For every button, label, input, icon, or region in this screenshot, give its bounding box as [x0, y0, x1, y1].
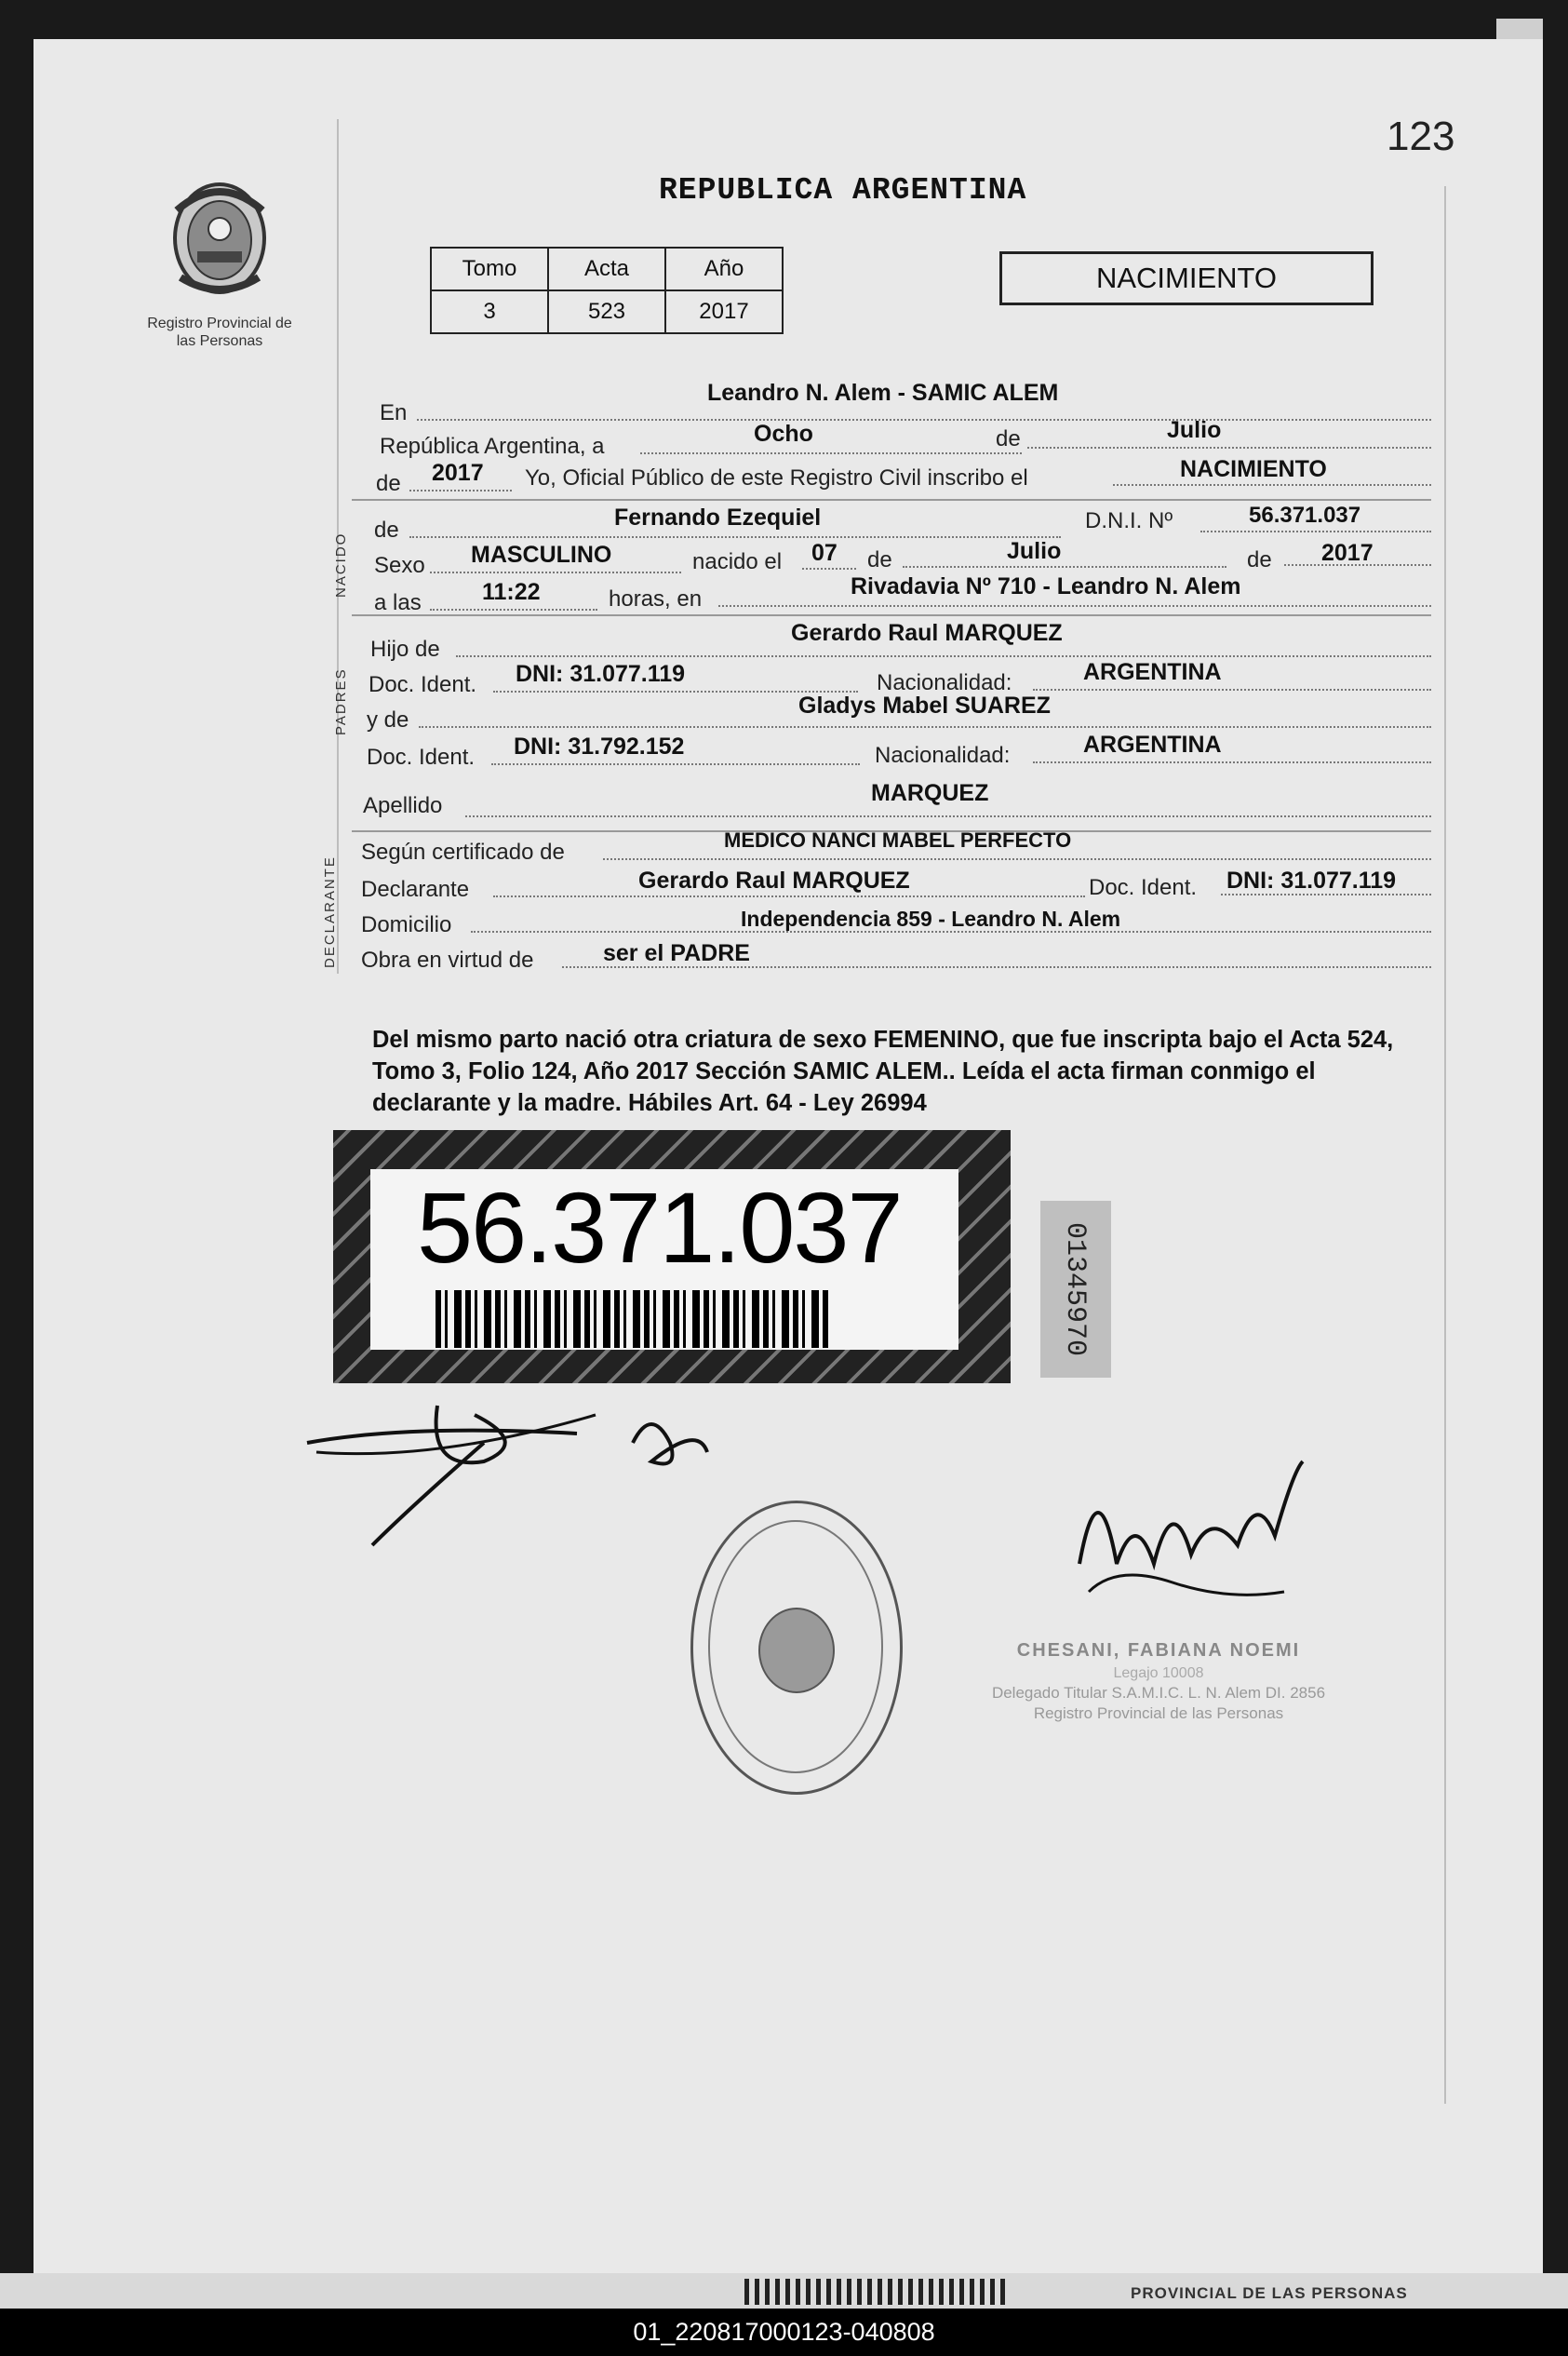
obra-label: Obra en virtud de — [361, 948, 534, 973]
underlying-barcode — [744, 2279, 1005, 2305]
medical-certificate: MEDICO NANCI MABEL PERFECTO — [724, 828, 1072, 852]
birth-month: Julio — [1007, 538, 1062, 564]
registration-place: Leandro N. Alem - SAMIC ALEM — [707, 380, 1059, 406]
dotted-line — [493, 895, 1085, 897]
birth-day: 07 — [811, 540, 838, 566]
dotted-line — [456, 655, 1431, 657]
domicilio-label: Domicilio — [361, 912, 452, 937]
child-name: Fernando Ezequiel — [614, 505, 822, 531]
registration-year: 2017 — [432, 460, 484, 486]
dni-label: D.N.I. Nº — [1085, 508, 1173, 533]
dotted-line — [802, 568, 856, 570]
en-label: En — [380, 400, 408, 425]
declarant-address: Independencia 859 - Leandro N. Alem — [741, 907, 1121, 931]
official-name: CHESANI, FABIANA NOEMI — [1016, 1640, 1301, 1661]
mother-doc: DNI: 31.792.152 — [514, 734, 685, 760]
apellido-label: Apellido — [363, 793, 443, 818]
sticker-panel — [370, 1169, 958, 1350]
acta-header: Acta — [548, 248, 665, 290]
dotted-line — [465, 815, 1431, 817]
serial-number-label — [1040, 1201, 1111, 1378]
sticker-dni-number: 56.371.037 — [417, 1171, 902, 1284]
stamp-seal-icon — [758, 1608, 835, 1693]
dotted-line — [640, 452, 1022, 454]
record-type-box: NACIMIENTO — [999, 251, 1374, 305]
dni-sticker — [333, 1130, 1011, 1383]
official-registry: Registro Provincial de las Personas — [1033, 1704, 1284, 1722]
padres-section-label: PADRES — [333, 667, 349, 735]
birth-place: Rivadavia Nº 710 - Leandro N. Alem — [851, 573, 1241, 599]
dotted-line — [1200, 531, 1431, 532]
republic-label: República Argentina, a — [380, 434, 605, 459]
father-doc: DNI: 31.077.119 — [516, 661, 686, 687]
declarant-doc: DNI: 31.077.119 — [1226, 868, 1397, 894]
nacido-divider — [352, 499, 1431, 501]
dotted-line — [903, 566, 1226, 568]
document-title: REPUBLICA ARGENTINA — [659, 173, 1027, 208]
dotted-line — [718, 605, 1431, 607]
delegation-stamp — [690, 1501, 903, 1795]
registered-event: NACIMIENTO — [1180, 456, 1327, 482]
father-nationality: ARGENTINA — [1083, 659, 1222, 685]
dotted-line — [430, 572, 681, 573]
dotted-line — [409, 536, 1061, 538]
declarante-label: Declarante — [361, 877, 470, 902]
dotted-line — [491, 763, 860, 765]
child-dni: 56.371.037 — [1249, 503, 1361, 528]
official-statement: Yo, Oficial Público de este Registro Civil inscribo el — [525, 465, 1028, 491]
dotted-line — [1033, 689, 1431, 691]
underlying-page-text: PROVINCIAL DE LAS PERSONAS — [1131, 2284, 1408, 2302]
anio-header: Año — [665, 248, 783, 290]
hijo-de-label: Hijo de — [370, 637, 440, 662]
acta-value: 523 — [548, 290, 665, 333]
declarante-section-label: DECLARANTE — [322, 855, 338, 968]
official-title: Delegado Titular S.A.M.I.C. L. N. Alem DI. 2856 — [991, 1684, 1326, 1702]
birth-de-year-label: de — [1247, 547, 1272, 572]
dotted-line — [603, 858, 1431, 860]
horas-en-label: horas, en — [609, 586, 703, 612]
a-las-label: a las — [374, 590, 422, 615]
dotted-line — [409, 490, 512, 491]
page-number: 123 — [1387, 114, 1455, 159]
dotted-line — [1033, 761, 1431, 763]
tomo-value: 3 — [431, 290, 548, 333]
underlying-page-strip — [0, 2273, 1568, 2309]
y-de-label: y de — [367, 707, 409, 733]
de-label: de — [996, 426, 1021, 451]
child-sex: MASCULINO — [471, 542, 612, 568]
registration-month: Julio — [1167, 417, 1222, 443]
declarant-doc-label: Doc. Ident. — [1089, 875, 1198, 900]
sticker-serial-number: 01345970 — [1059, 1221, 1091, 1357]
dotted-line — [419, 726, 1431, 728]
declarant-signature — [298, 1387, 782, 1555]
province-emblem-icon — [164, 173, 275, 302]
father-doc-label: Doc. Ident. — [369, 672, 477, 697]
certificado-label: Según certificado de — [361, 840, 565, 865]
father-name: Gerardo Raul MARQUEZ — [791, 620, 1063, 646]
official-legajo: Legajo 10008 — [1113, 1665, 1204, 1681]
declarant-name: Gerardo Raul MARQUEZ — [638, 868, 910, 894]
sexo-label: Sexo — [374, 553, 425, 578]
mother-name: Gladys Mabel SUAREZ — [798, 693, 1051, 719]
dotted-line — [430, 609, 597, 611]
birth-de-label: de — [867, 547, 892, 572]
birth-year: 2017 — [1321, 540, 1374, 566]
declarant-capacity: ser el PADRE — [603, 940, 750, 966]
de-year-label: de — [376, 471, 401, 496]
father-nationality-label: Nacionalidad: — [877, 670, 1012, 695]
child-de-label: de — [374, 518, 399, 543]
right-margin-line — [1444, 186, 1446, 2104]
padres-divider — [352, 614, 1431, 616]
official-block — [940, 1640, 1377, 1723]
dotted-line — [1027, 447, 1431, 449]
nacido-el-label: nacido el — [692, 549, 783, 574]
birth-time: 11:22 — [482, 579, 541, 605]
mother-nationality: ARGENTINA — [1083, 732, 1222, 758]
mother-nationality-label: Nacionalidad: — [875, 743, 1011, 768]
mother-doc-label: Doc. Ident. — [367, 745, 476, 770]
nacido-section-label: NACIDO — [333, 532, 349, 598]
anio-value: 2017 — [665, 290, 783, 333]
dotted-line — [1113, 484, 1431, 486]
official-signature — [1061, 1452, 1340, 1648]
day-in-words: Ocho — [754, 421, 813, 447]
remarks-paragraph: Del mismo parto nació otra criatura de sexo FEMENINO, que fue inscripta bajo el Acta 524, Tomo 3, Folio 124, Año 2017 Sección SAMIC ALEM.. Leída el acta firman conmigo el declarante y la madre. Hábiles Art. 64 - Ley 26994 — [372, 1027, 1394, 1116]
dotted-line — [417, 419, 1431, 421]
record-reference-table — [430, 247, 784, 334]
registry-name: Registro Provincial de las Personas — [147, 316, 292, 349]
barcode-icon — [436, 1290, 831, 1348]
tomo-header: Tomo — [431, 248, 548, 290]
surname: MARQUEZ — [871, 780, 989, 806]
scan-filename: 01_220817000123-040808 — [0, 2309, 1568, 2356]
